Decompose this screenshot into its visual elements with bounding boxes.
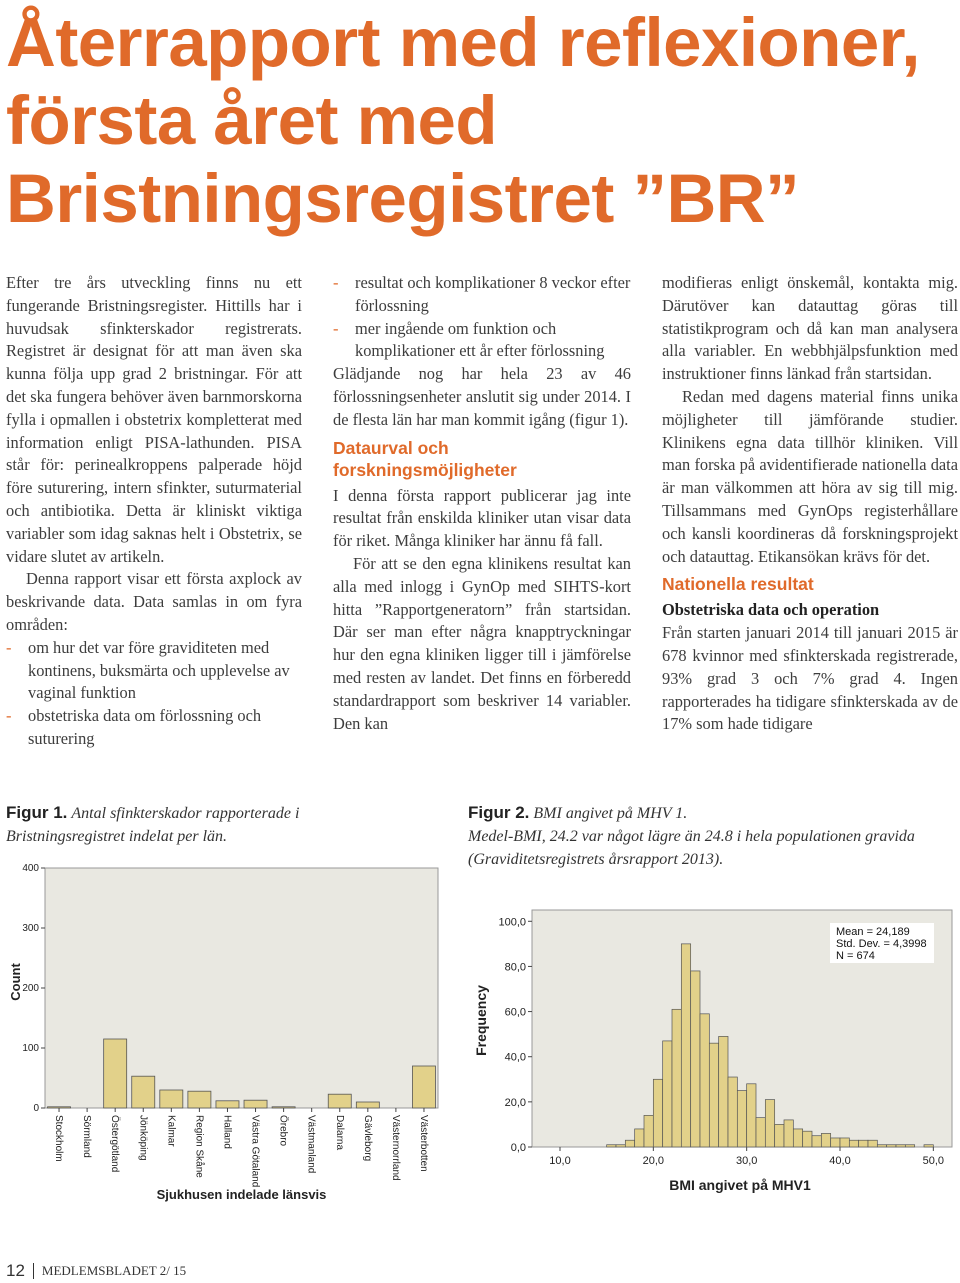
x-tick-label: Sörmland <box>81 1115 93 1158</box>
page-footer <box>6 1261 186 1281</box>
x-axis-label: BMI angivet på MHV1 <box>669 1177 811 1193</box>
histogram-bar <box>831 1138 840 1147</box>
figure-caption-text: Antal sfinkterskador rapporterade i Bristningsregistret indelat per län. <box>6 805 300 845</box>
figure-label: Figur 1. <box>6 803 68 822</box>
y-tick-label: 60,0 <box>504 1006 526 1019</box>
y-tick-label: 0 <box>33 1103 39 1114</box>
histogram-bar <box>681 944 690 1147</box>
histogram-bar <box>644 1115 653 1147</box>
y-tick-label: 400 <box>22 863 39 874</box>
bar <box>104 1039 127 1108</box>
histogram-bar <box>607 1145 616 1147</box>
histogram-bar <box>700 1014 709 1147</box>
list-item: - om hur det var före graviditeten med kontinens, buksmärta och upplevelse av vaginal funktion <box>6 637 302 705</box>
stat-mean: Mean = 24,189 <box>836 926 910 938</box>
column-1 <box>6 272 302 751</box>
x-tick-label: Jönköping <box>137 1115 149 1161</box>
list-item: - mer ingående om funktion och komplikationer ett år efter förlossning <box>333 318 631 364</box>
x-tick-label: Gävleborg <box>361 1115 373 1162</box>
histogram-bar <box>924 1145 933 1147</box>
bar <box>272 1107 295 1108</box>
paragraph-units: Glädjande nog har hela 23 av 46 förlossningsenheter anslutit sig under 2014. I de flesta län har man kommit igång (figur 1). <box>333 364 631 429</box>
histogram-bar <box>887 1145 896 1147</box>
bar <box>188 1091 211 1108</box>
paragraph-intro: Efter tre års utveckling finns nu ett fungerande Bristningsregister. Hittills har i huvudsak sfinkterskador registrerats. Registret är designat för att man även ska kunna följa upp grad 2 bristningar. För att det ska fungera behöver även barnmorskorna fylla i opmallen i obstetrix kompletterat med information enligt PISA-lathunden. PISA står för: perinealkroppens palperade höjd före suturering, intern sfinkter, suturmaterial och antibiotika. Detta är kliniskt viktiga variabler som idag saknas helt i Obstetrix, se vidare slutet av artikeln. <box>6 273 302 566</box>
bar <box>412 1066 435 1108</box>
figure-caption-text-2: Medel-BMI, 24.2 var något lägre än 24.8 i hela populationen gravida (Graviditetsregistrets årsrapport 2013). <box>468 828 915 868</box>
y-tick-label: 300 <box>22 923 39 934</box>
chart-sphincter-by-county <box>0 852 450 1212</box>
y-axis-label: Frequency <box>473 985 489 1056</box>
figure-caption-text: BMI angivet på MHV 1. <box>533 805 688 822</box>
x-tick-label: Dalarna <box>333 1115 345 1151</box>
article-title <box>6 4 956 238</box>
histogram-bar <box>775 1124 784 1147</box>
section-heading: Dataurval och forskningsmöjligheter <box>333 437 517 480</box>
x-tick-label: 10,0 <box>549 1155 571 1167</box>
histogram-bar <box>737 1091 746 1147</box>
y-tick-label: 40,0 <box>504 1051 526 1064</box>
x-tick-label: Västmanland <box>305 1115 317 1174</box>
y-tick-label: 0,0 <box>510 1142 526 1154</box>
section-heading: Nationella resultat <box>662 574 814 595</box>
x-tick-label: Region Skåne <box>193 1115 205 1178</box>
histogram-bar <box>868 1140 877 1147</box>
page-number: 12 <box>6 1261 25 1280</box>
list-item: - resultat och komplikationer 8 veckor efter förlossning <box>333 272 631 318</box>
list-item: - obstetriska data om förlossning och suturering <box>6 705 302 751</box>
histogram-bar <box>747 1084 756 1147</box>
paragraph-data-selection: I denna första rapport publicerar jag inte resultat från enskilda kliniker utan visar data för riket. Många kliniker har ännu få fall. <box>333 485 631 551</box>
x-tick-label: Örebro <box>277 1115 289 1147</box>
histogram-bar <box>793 1129 802 1147</box>
footer-divider <box>33 1263 34 1279</box>
histogram-bar <box>840 1138 849 1147</box>
paragraph-report: Denna rapport visar ett första axplock av beskrivande data. Data samlas in om fyra områden: <box>6 569 302 634</box>
histogram-bar <box>625 1140 634 1147</box>
histogram-bar <box>896 1145 905 1147</box>
y-tick-label: 20,0 <box>504 1096 526 1109</box>
bar <box>244 1100 267 1108</box>
stat-std-dev: Std. Dev. = 4,3998 <box>836 938 927 950</box>
histogram-bar <box>653 1079 662 1147</box>
bar <box>356 1102 379 1108</box>
histogram-bar <box>849 1140 858 1147</box>
x-tick-label: Östergötland <box>109 1115 121 1173</box>
y-axis-label: Count <box>8 963 23 1001</box>
x-tick-label: 30,0 <box>735 1155 758 1167</box>
bar <box>328 1094 351 1108</box>
histogram-bar <box>756 1118 765 1147</box>
histogram-bar <box>784 1120 793 1147</box>
histogram-bar <box>859 1140 868 1147</box>
areas-list-cont <box>333 272 631 363</box>
x-tick-label: 20,0 <box>642 1155 665 1167</box>
histogram-bar <box>616 1145 625 1147</box>
y-tick-label: 80,0 <box>504 961 526 974</box>
paragraph-report-generator: För att se den egna klinikens resultat kan alla med inlogg i GynOp med SIHTS-kort hitta ”Rapportgeneratorn” från startsidan. Där ser man efter några knapptryckningar hur den egna kliniken ligger till i jämförelse med resten av landet. Det finns en förberedd standardrapport som beskriver 14 variabler. Den kan <box>333 553 631 733</box>
histogram-bar <box>877 1145 886 1147</box>
histogram-bar <box>635 1129 644 1147</box>
x-tick-label: Västerbotten <box>417 1115 429 1172</box>
bar <box>216 1101 239 1108</box>
paragraph-results: Från starten januari 2014 till januari 2015 är 678 kvinnor med sfinkterskada registrerade, 93% grad 3 och 7% grad 4. Ingen rapporterades ha tidigare sfinkterskada av de 17% som hade tidigare <box>662 623 958 734</box>
title-line-2: första året med <box>6 82 497 159</box>
areas-list <box>6 637 302 751</box>
stat-n: N = 674 <box>836 950 875 962</box>
histogram-bar <box>672 1009 681 1147</box>
histogram-bar <box>728 1077 737 1147</box>
y-tick-label: 100,0 <box>498 916 526 929</box>
figure-1-caption <box>6 801 336 848</box>
x-tick-label: Halland <box>221 1115 233 1149</box>
x-tick-label: Kalmar <box>165 1115 177 1147</box>
histogram-bar <box>812 1136 821 1147</box>
paragraph-research: Redan med dagens material finns unika möjligheter till jämförande studier. Klinikens egna data tillhör kliniken. Vill man forska på avidentifierade nationella data är man välkommen att höra av sig till mig. Tillsammans med GynOps registerhållare och kansli koordineras då forskningsprojekt och datauttag. Etikansökan krävs för det. <box>662 386 958 566</box>
title-line-1: Återrapport med reflexioner, <box>6 4 920 81</box>
title-line-3: Bristningsregistret ”BR” <box>6 160 800 237</box>
histogram-bar <box>803 1131 812 1147</box>
bar <box>160 1090 183 1108</box>
x-tick-label: 50,0 <box>922 1155 945 1167</box>
bar <box>48 1107 71 1108</box>
x-tick-label: 40,0 <box>829 1155 851 1167</box>
histogram-bar <box>663 1041 672 1147</box>
chart-bmi-histogram <box>462 880 960 1210</box>
histogram-bar <box>709 1043 718 1147</box>
column-3 <box>662 272 958 736</box>
x-axis-label: Sjukhusen indelade länsvis <box>156 1187 327 1202</box>
column-2 <box>333 272 631 735</box>
histogram-bar <box>691 971 700 1147</box>
subsection-heading: Obstetriska data och operation <box>662 600 880 620</box>
figure-2-caption <box>468 801 960 871</box>
histogram-bar <box>719 1036 728 1147</box>
paragraph-modify: modifieras enligt önskemål, kontakta mig. Därutöver kan datauttag göras till statistikprogram och då kan man analysera alla variabler. En webbhjälpsfunktion med instruktioner finns länkad från startsidan. <box>662 273 958 384</box>
figure-label: Figur 2. <box>468 803 530 822</box>
histogram-bar <box>765 1100 774 1147</box>
histogram-bar <box>821 1133 830 1147</box>
x-tick-label: Stockholm <box>53 1115 65 1162</box>
x-tick-label: Västra Götaland <box>249 1115 261 1188</box>
y-tick-label: 100 <box>22 1043 39 1054</box>
bar <box>132 1076 155 1108</box>
histogram-bar <box>905 1145 914 1147</box>
y-tick-label: 200 <box>22 983 39 994</box>
x-tick-label: Västernorrland <box>389 1115 401 1181</box>
publication-name: MEDLEMSBLADET 2/ 15 <box>41 1263 187 1278</box>
